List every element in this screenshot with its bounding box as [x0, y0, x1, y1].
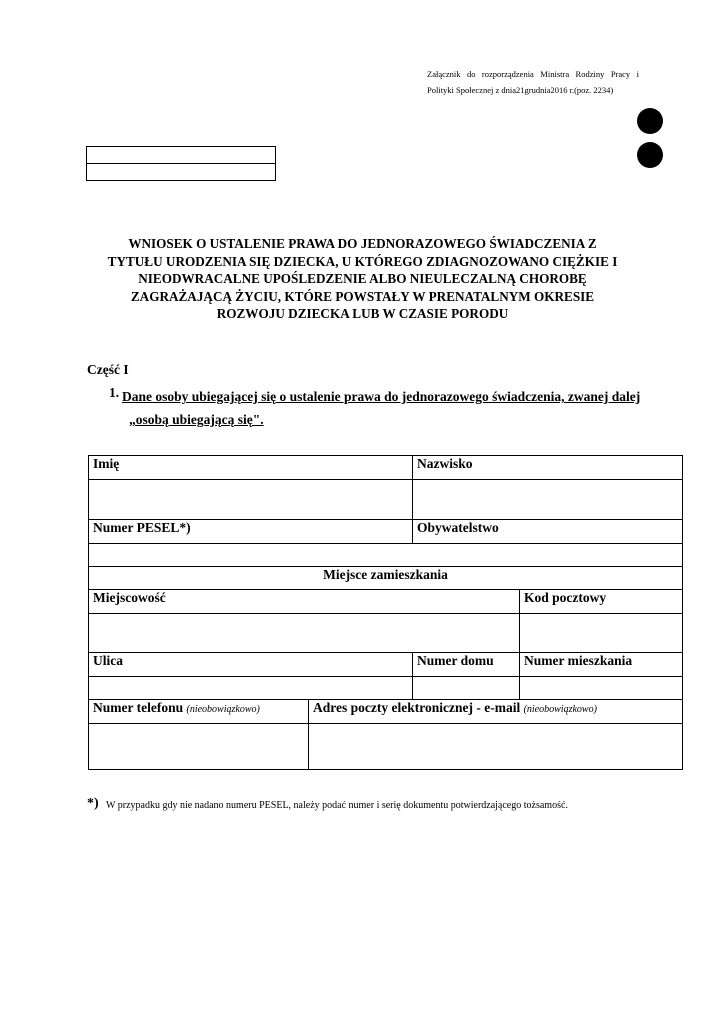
- label-phone: [89, 700, 309, 724]
- last-name-field[interactable]: [413, 480, 683, 520]
- house-number-field[interactable]: [413, 677, 520, 700]
- label-city: Miejscowość: [89, 590, 520, 614]
- phone-label-text: Numer telefonu: [93, 700, 184, 715]
- label-email: [309, 700, 683, 724]
- city-field[interactable]: [89, 614, 520, 653]
- label-citizenship: Obywatelstwo: [413, 520, 683, 544]
- title-line: WNIOSEK O USTALENIE PRAWA DO JEDNORAZOWEGO ŚWIADCZENIA Z: [128, 236, 597, 251]
- part-heading: Część I: [87, 362, 129, 377]
- label-apartment-number: Numer mieszkania: [520, 653, 683, 677]
- form-title: [100, 235, 625, 323]
- label-postal-code: Kod pocztowy: [520, 590, 683, 614]
- section-heading-line-1: Dane osoby ubiegającej się o ustalenie prawa do jednorazowego świadczenia, zwanej dalej: [122, 389, 641, 404]
- section-heading: [122, 385, 642, 431]
- punch-hole-mark-bottom: [637, 142, 663, 168]
- email-field[interactable]: [309, 724, 683, 770]
- punch-hole-mark-top: [637, 108, 663, 134]
- title-line: ZAGRAŻAJĄCĄ ŻYCIU, KTÓRE POWSTAŁY W PRENATALNYM OKRESIE: [130, 288, 595, 304]
- stamp-box-row-bottom[interactable]: [87, 163, 275, 180]
- title-line: ROZWOJU DZIECKA LUB W CZASIE PORODU: [216, 306, 509, 321]
- postal-code-field[interactable]: [520, 614, 683, 653]
- office-stamp-box: [86, 146, 276, 181]
- section-heading-line-2: „osobą ubiegającą się".: [129, 412, 264, 427]
- phone-field[interactable]: [89, 724, 309, 770]
- apartment-number-field[interactable]: [520, 677, 683, 700]
- stamp-box-row-top[interactable]: [87, 147, 275, 163]
- annex-note: [427, 66, 639, 98]
- email-label-text: Adres poczty elektronicznej - e-mail: [313, 700, 521, 715]
- applicant-data-table: [88, 455, 683, 770]
- pesel-citizenship-field[interactable]: [89, 544, 683, 567]
- section-number: 1.: [109, 385, 120, 400]
- label-street: Ulica: [89, 653, 413, 677]
- phone-optional-note: (nieobowiązkowo): [186, 704, 260, 715]
- annex-line-1: Załącznik do rozporządzenia Ministra Rodziny Pracy i: [427, 69, 639, 79]
- label-last-name: Nazwisko: [413, 456, 683, 480]
- label-pesel: Numer PESEL*): [89, 520, 413, 544]
- title-line: TYTUŁU URODZENIA SIĘ DZIECKA, U KTÓREGO ZDIAGNOZOWANO CIĘŻKIE I: [107, 253, 618, 269]
- street-field[interactable]: [89, 677, 413, 700]
- title-line: NIEODWRACALNE UPOŚLEDZENIE ALBO NIEULECZALNĄ CHOROBĘ: [138, 271, 587, 286]
- footnote-text: W przypadku gdy nie nadano numeru PESEL, należy podać numer i serię dokumentu potwierdzającego tożsamość.: [106, 800, 568, 811]
- label-first-name: Imię: [89, 456, 413, 480]
- label-residence: Miejsce zamieszkania: [89, 567, 683, 590]
- annex-line-2: Polityki Społecznej z dnia21grudnia2016 r.(poz. 2234): [427, 85, 614, 95]
- email-optional-note: (nieobowiązkowo): [523, 704, 597, 715]
- label-house-number: Numer domu: [413, 653, 520, 677]
- footnote-mark: *): [87, 796, 99, 811]
- first-name-field[interactable]: [89, 480, 413, 520]
